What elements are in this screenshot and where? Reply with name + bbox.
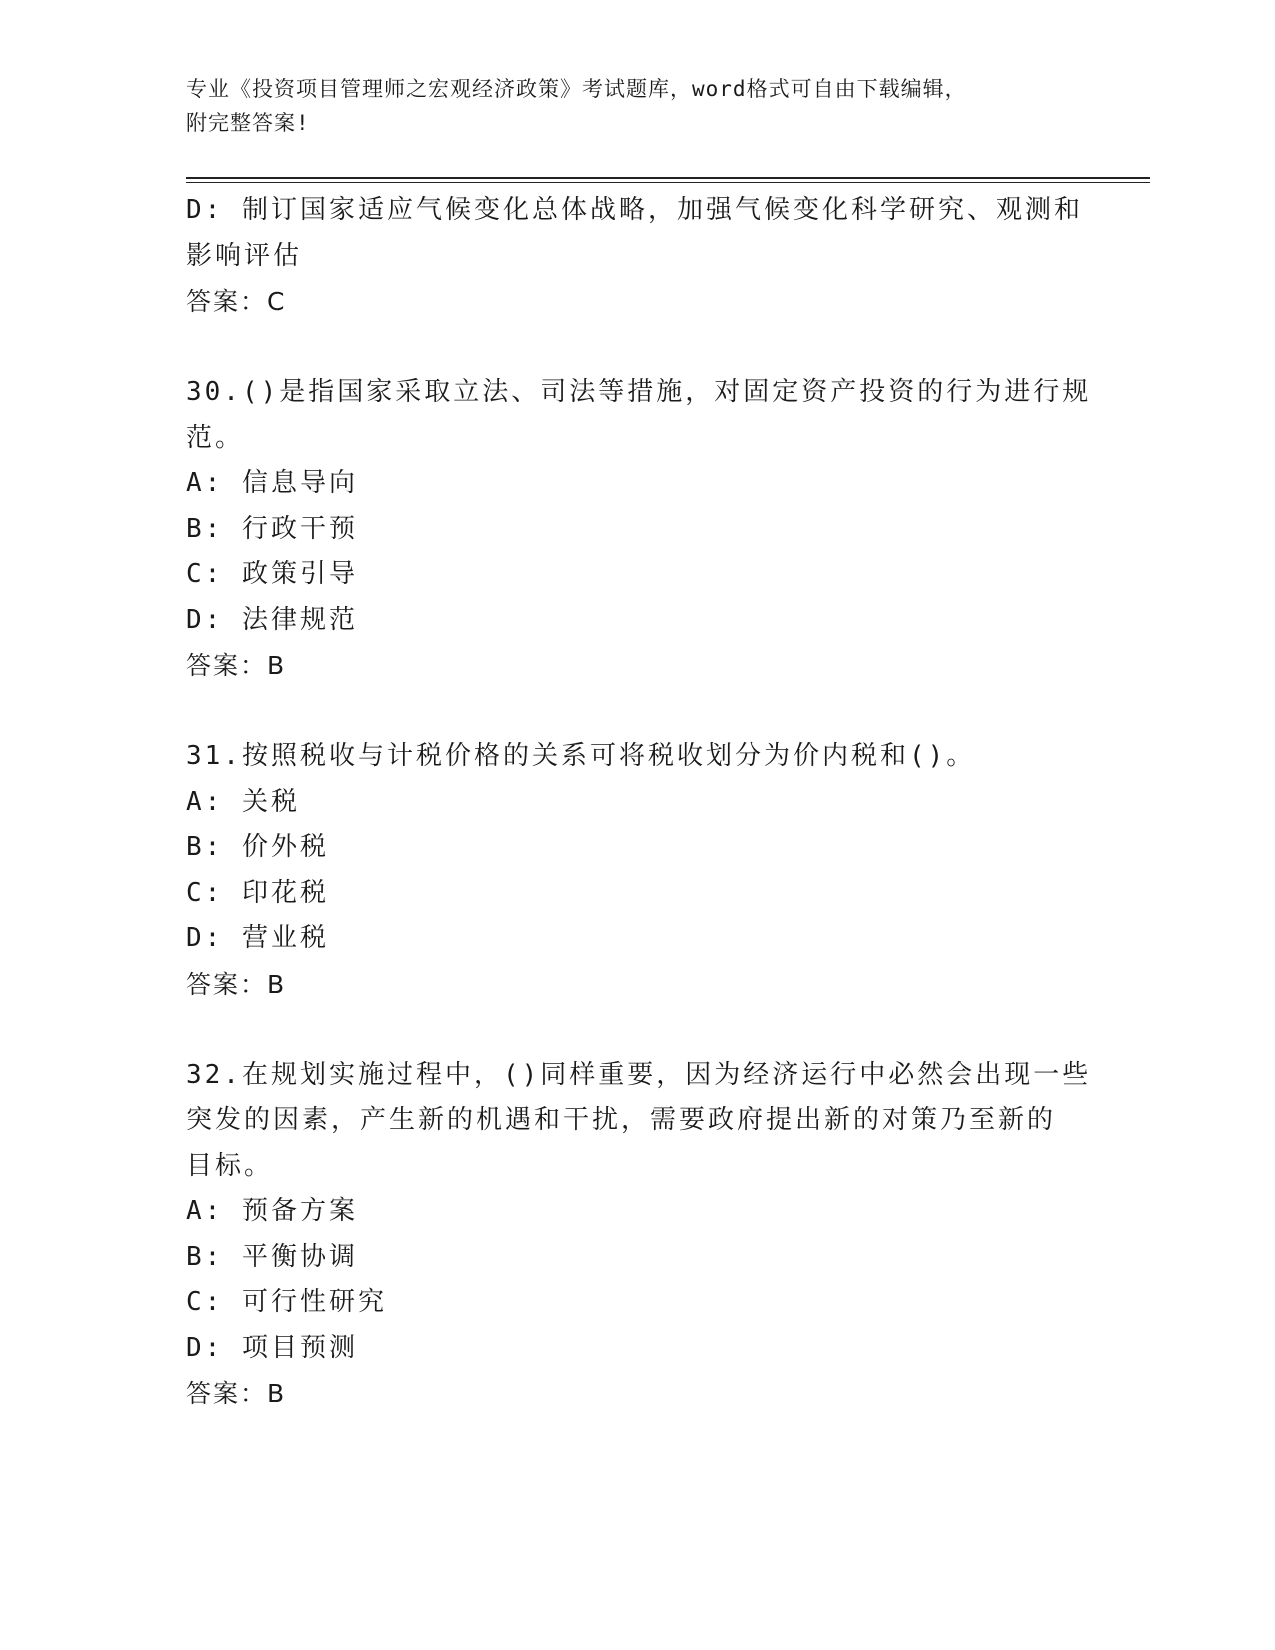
question-stem: 32.在规划实施过程中，()同样重要，因为经济运行中必然会出现一些 [186, 1059, 1092, 1090]
question-31 [186, 734, 1086, 1007]
answer: 答案：B [186, 969, 287, 999]
option-a: A: 关税 [186, 786, 300, 817]
question-gap [186, 1007, 1086, 1053]
question-32 [186, 1053, 1092, 1417]
option-b: B: 行政干预 [186, 513, 358, 544]
answer: 答案：C [186, 287, 287, 316]
option-c: C: 政策引导 [186, 559, 358, 589]
option-c: C: 可行性研究 [186, 1287, 387, 1317]
option-c: C: 印花税 [186, 877, 329, 908]
question-gap [186, 689, 1086, 735]
answer: 答案：B [186, 1379, 287, 1408]
option-a: A: 信息导向 [186, 468, 358, 498]
option-d: D: 法律规范 [186, 604, 358, 635]
header-divider-thin [186, 182, 1150, 183]
question-stem: 30.()是指国家采取立法、司法等措施，对固定资产投资的行为进行规 [186, 377, 1092, 407]
question-gap [186, 325, 1086, 371]
option-a: A: 预备方案 [186, 1196, 358, 1226]
option-d: D: 营业税 [186, 923, 329, 953]
question-content [186, 188, 1092, 1417]
option-b: B: 平衡协调 [186, 1241, 358, 1272]
answer: 答案：B [186, 651, 287, 680]
question-stem: 目标。 [186, 1150, 274, 1181]
question-30 [186, 370, 1092, 689]
header-divider-thick [186, 177, 1150, 179]
previous-question-tail [186, 188, 1086, 325]
option-d: D: 项目预测 [186, 1332, 358, 1363]
page-header [186, 72, 1086, 140]
question-stem: 31.按照税收与计税价格的关系可将税收划分为价内税和()。 [186, 741, 976, 771]
header-line-1: 专业《投资项目管理师之宏观经济政策》考试题库，word格式可自由下载编辑， [186, 77, 967, 101]
question-stem: 范。 [186, 422, 245, 453]
option-d-continued: 影响评估 [186, 240, 303, 271]
option-d: D: 制订国家适应气候变化总体战略，加强气候变化科学研究、观测和 [186, 195, 1083, 225]
option-b: B: 价外税 [186, 832, 329, 862]
header-line-2: 附完整答案! [186, 111, 310, 135]
question-stem: 突发的因素，产生新的机遇和干扰，需要政府提出新的对策乃至新的 [186, 1105, 1057, 1135]
